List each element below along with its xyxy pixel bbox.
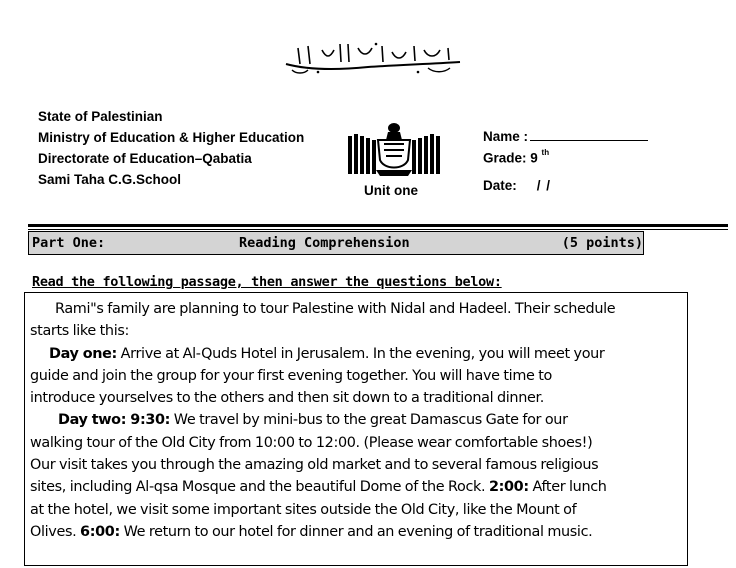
school-info xyxy=(38,106,304,190)
passage-line: introduce yourselves to the others and then sit down to a traditional dinner. xyxy=(30,390,544,407)
school-info-line: State of Palestinian xyxy=(38,109,163,124)
passage-line: starts like this: xyxy=(30,323,129,340)
time-label: 2:00: xyxy=(488,479,529,496)
date-value: / / xyxy=(536,178,552,193)
passage-line: walking tour of the Old City from 10:00 to 12:00. (Please wear comfortable shoes!) xyxy=(30,434,593,451)
part-subject: Reading Comprehension xyxy=(239,235,410,251)
unit-label: Unit one xyxy=(364,183,418,198)
date-field xyxy=(483,178,551,193)
name-label: Name : xyxy=(483,129,529,144)
instruction: Read the following passage, then answer the questions below: xyxy=(32,274,502,290)
passage-line: sites, including Al-qsa Mosque and the beautiful Dome of the Rock. 2:00: After lunch xyxy=(30,479,607,496)
school-info-line: Sami Taha C.G.School xyxy=(38,172,182,187)
header-divider-thin xyxy=(28,229,728,230)
grade-suffix: th xyxy=(541,148,550,157)
part-one-bar xyxy=(28,231,644,255)
part-title: Part One: xyxy=(32,235,106,251)
name-field[interactable] xyxy=(483,128,648,144)
passage-line: Day one: Arrive at Al-Quds Hotel in Jerusalem. In the evening, you will meet your xyxy=(49,345,605,362)
passage-line: at the hotel, we visit some important sites outside the Old City, like the Mount of xyxy=(30,501,577,518)
part-points: (5 points) xyxy=(561,235,643,251)
school-info-line: Directorate of Education–Qabatia xyxy=(38,151,252,166)
grade-field xyxy=(483,150,549,166)
day-two-label: Day two: 9:30: xyxy=(58,412,171,429)
basmala-calligraphy-icon xyxy=(278,40,468,76)
date-label: Date: xyxy=(483,178,517,193)
grade-label: Grade: 9 xyxy=(483,150,538,166)
passage-line: guide and join the group for your first evening together. You will have time to xyxy=(30,367,552,384)
name-blank-line[interactable] xyxy=(530,128,648,141)
header-divider xyxy=(28,224,728,227)
passage-line: Our visit takes you through the amazing old market and to several famous religious xyxy=(30,457,599,474)
school-info-line: Ministry of Education & Higher Education xyxy=(38,130,305,145)
eagle-emblem-icon xyxy=(346,120,442,178)
passage-line: Olives. 6:00: We return to our hotel for dinner and an evening of traditional music. xyxy=(30,523,593,540)
passage-line: Day two: 9:30: We travel by mini-bus to the great Damascus Gate for our xyxy=(58,412,568,429)
reading-passage xyxy=(30,298,690,543)
time-label: 6:00: xyxy=(80,523,120,540)
passage-line: Rami"s family are planning to tour Palestine with Nidal and Hadeel. Their schedule xyxy=(55,301,616,317)
day-one-label: Day one: xyxy=(49,345,117,362)
